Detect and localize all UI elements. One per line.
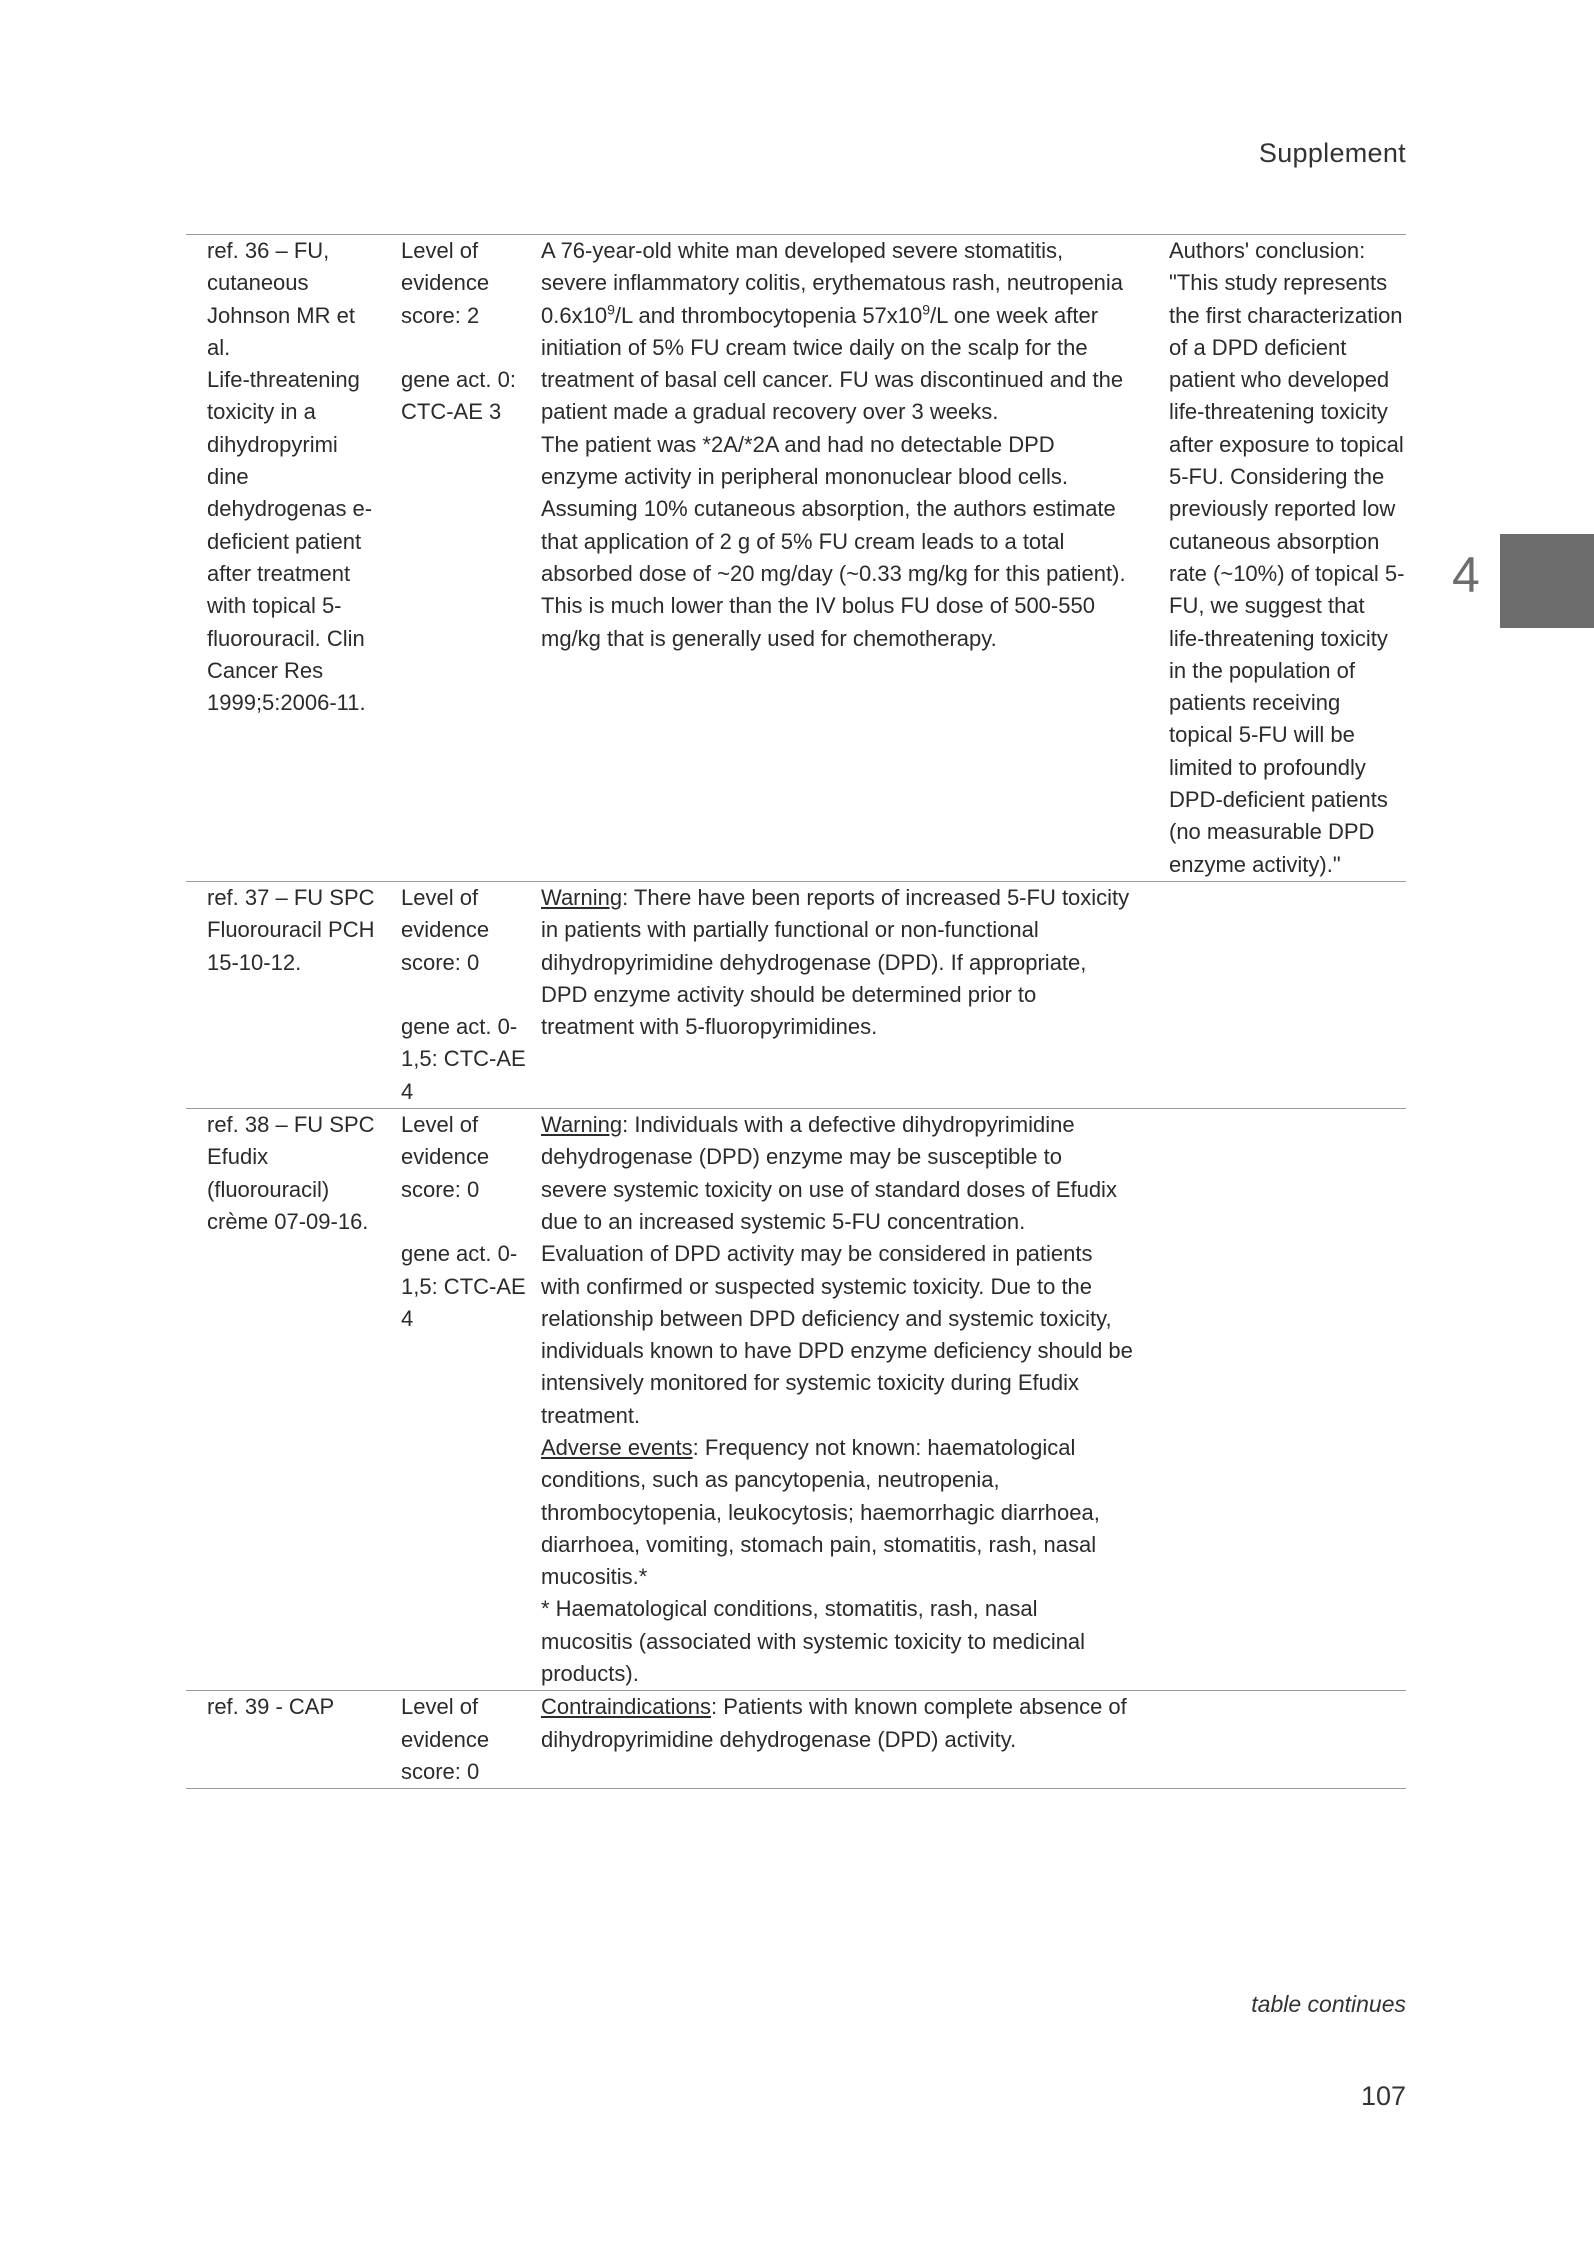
warning-label: Warning — [541, 884, 623, 910]
description-paragraph: Assuming 10% cutaneous absorption, the authors estimate that application of 2 g of 5% FU cream leads to a total absorbed dose of ~20 mg/day (~0.33 mg/kg for this patient). This is much lower than the IV bolus FU dose of 500-550 mg/kg that is generally used for chemotherapy. — [541, 496, 1126, 651]
evidence-level-cell: Level of evidence score: 0 gene act. 0-1,5: CTC-AE 4 — [401, 884, 526, 1104]
description-cell: Contraindications: Patients with known complete absence of dihydropyrimidine dehydrogenase (DPD) activity. — [541, 1694, 1127, 1752]
running-head: Supplement — [1258, 138, 1406, 168]
adverse-events-label: Adverse events — [541, 1434, 693, 1460]
evidence-level-cell: Level of evidence score: 0 gene act. 0-1,5: CTC-AE 4 — [401, 1112, 526, 1331]
description-paragraph: Adverse events: Frequency not known: haematological conditions, such as pancytopenia, neutropenia, thrombocytopenia, leukocytosis; haemorrhagic diarrhoea, diarrhoea, vomiting, stomach pain, stomatitis, rash, nasal mucositis.* — [541, 1434, 1100, 1590]
description-cell — [533, 235, 1147, 882]
description-cell: Warning: There have been reports of increased 5-FU toxicity in patients with partially functional or non-functional dihydropyrimidine dehydrogenase (DPD). If appropriate, DPD enzyme activity should be determined prior to treatment with 5-fluoropyrimidines. — [541, 884, 1130, 1040]
conclusion-cell — [1147, 881, 1406, 1108]
page-number: 107 — [1360, 2081, 1406, 2111]
warning-label: Warning — [541, 1112, 623, 1138]
description-paragraph: Warning: Individuals with a defective dihydropyrimidine dehydrogenase (DPD) enzyme may be susceptible to severe systemic toxicity on use of standard doses of Efudix due to an increased systemic 5-FU concentration. Evaluation of DPD activity may be considered in patients with confirmed or suspected systemic toxicity. Due to the relationship between DPD deficiency and systemic toxicity, individuals known to have DPD enzyme deficiency should be intensively monitored for systemic toxicity during Efudix treatment. — [541, 1112, 1133, 1428]
reference-table — [186, 234, 1406, 1789]
table-row — [186, 1109, 1406, 1691]
reference-cell: ref. 36 – FU, cutaneous Johnson MR et al. Life-threatening toxicity in a dihydropyrimi dine dehydrogenas e-deficient patient after treatment with topical 5-fluorouracil. Clin Cancer Res 1999;5:2006-11. — [207, 238, 373, 716]
conclusion-cell — [1147, 1691, 1406, 1789]
conclusion-cell: Authors' conclusion: "This study represents the first characterization of a DPD deficient patient who developed life-threatening toxicity after exposure to topical 5-FU. Considering the previously reported low cutaneous absorption rate (~10%) of topical 5-FU, we suggest that life-threatening toxicity in the population of patients receiving topical 5-FU will be limited to profoundly DPD-deficient patients (no measurable DPD enzyme activity)." — [1169, 238, 1405, 877]
evidence-level-cell: Level of evidence score: 0 — [401, 1694, 490, 1784]
reference-cell: ref. 39 - CAP — [207, 1694, 335, 1720]
table-row — [186, 235, 1406, 882]
evidence-level-cell: Level of evidence score: 2 gene act. 0: CTC-AE 3 — [401, 238, 516, 425]
chapter-number: 4 — [1452, 547, 1480, 603]
description-paragraph: The patient was *2A/*2A and had no detectable DPD enzyme activity in peripheral mononuclear blood cells. — [541, 431, 1069, 490]
description-paragraph: A 76-year-old white man developed severe stomatitis, severe inflammatory colitis, erythematous rash, neutropenia $0.6x10^9/L$ and thrombocytopenia $57x10^9/L$ one week after initiation of 5% FU cream twice daily on the scalp for the treatment of basal cell cancer. FU was discontinued and the patient made a gradual recovery over 3 weeks. — [541, 238, 1124, 425]
reference-cell: ref. 37 – FU SPC Fluorouracil PCH 15-10-12. — [207, 884, 375, 975]
reference-cell: ref. 38 – FU SPC Efudix (fluorouracil) crème 07-09-16. — [207, 1112, 375, 1234]
table-row — [186, 881, 1406, 1108]
description-cell — [533, 1109, 1147, 1691]
chapter-tab — [1500, 534, 1594, 628]
table-row — [186, 1691, 1406, 1789]
contraindications-label: Contraindications — [541, 1694, 711, 1720]
description-paragraph: * Haematological conditions, stomatitis, rash, nasal mucositis (associated with systemic toxicity to medicinal products). — [541, 1596, 1086, 1687]
conclusion-cell — [1147, 1109, 1406, 1691]
table-continues-note: table continues — [1251, 1991, 1406, 2017]
